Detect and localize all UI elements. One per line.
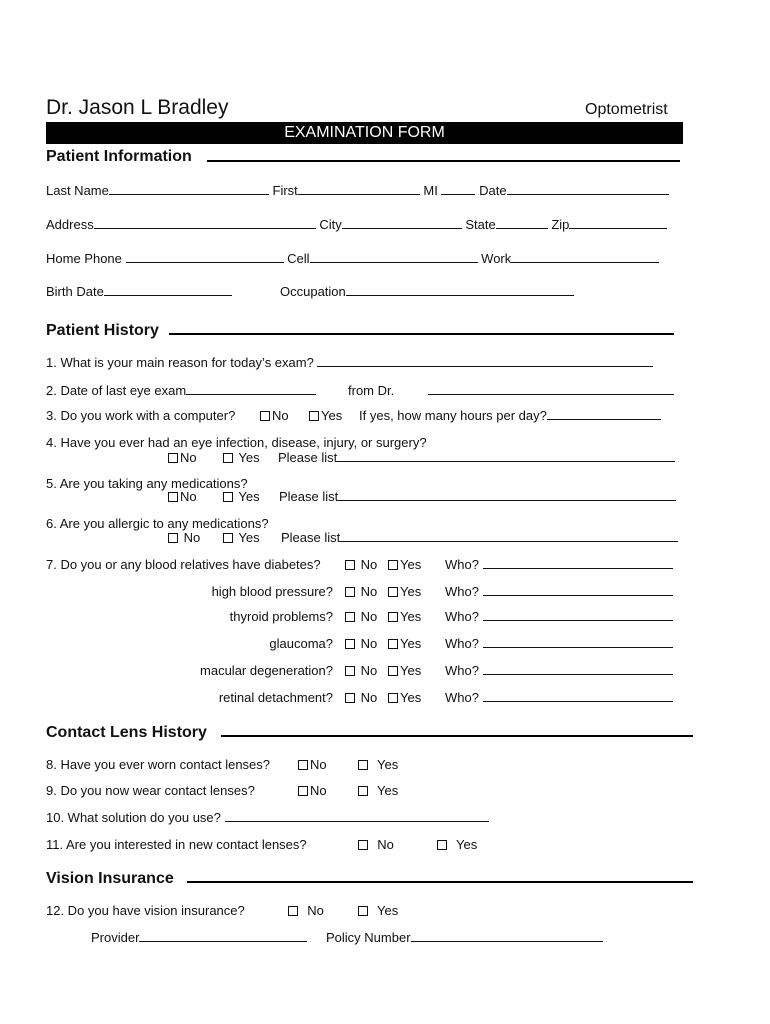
q10-label: 10. What solution do you use? bbox=[46, 810, 221, 825]
q9-no-label: No bbox=[310, 783, 327, 798]
cell-label: Cell bbox=[287, 251, 310, 266]
thyroid-yes-label: Yes bbox=[400, 609, 422, 624]
q5-yes-label: Yes bbox=[238, 489, 260, 504]
retinal-who-field[interactable] bbox=[483, 690, 673, 702]
glaucoma-no-label: No bbox=[360, 636, 378, 651]
birth-date-label: Birth Date bbox=[46, 284, 104, 299]
q4-yes-checkbox[interactable] bbox=[223, 453, 233, 463]
condition-macular-degeneration: macular degeneration? bbox=[200, 663, 333, 678]
condition-retinal-detachment: retinal detachment? bbox=[218, 690, 333, 705]
thyroid-no-label: No bbox=[360, 609, 378, 624]
section-contact-lens-history: Contact Lens History bbox=[46, 724, 207, 741]
q5-no-label: No bbox=[180, 489, 197, 504]
q4-yes-label: Yes bbox=[238, 450, 260, 465]
glaucoma-yes-label: Yes bbox=[400, 636, 422, 651]
q9-label: 9. Do you now wear contact lenses? bbox=[46, 783, 255, 798]
q5-no-checkbox[interactable] bbox=[168, 492, 178, 502]
macular-no-label: No bbox=[360, 663, 378, 678]
condition-thyroid: thyroid problems? bbox=[229, 609, 333, 624]
section-vision-insurance: Vision Insurance bbox=[46, 870, 174, 887]
q2-from-label: from Dr. bbox=[348, 383, 395, 398]
q3-no-label: No bbox=[272, 408, 289, 423]
hbp-yes-checkbox[interactable] bbox=[388, 587, 398, 597]
thyroid-no-checkbox[interactable] bbox=[345, 612, 355, 622]
cell-field[interactable] bbox=[310, 251, 478, 263]
q3-yes-checkbox[interactable] bbox=[309, 411, 319, 421]
q5-label: 5. Are you taking any medications? bbox=[46, 476, 248, 491]
q9-yes-checkbox[interactable] bbox=[358, 786, 368, 796]
q2-label: 2. Date of last eye exam bbox=[46, 383, 187, 398]
first-name-field[interactable] bbox=[298, 183, 420, 195]
q11-no-checkbox[interactable] bbox=[358, 840, 368, 850]
q8-yes-checkbox[interactable] bbox=[358, 760, 368, 770]
hbp-no-checkbox[interactable] bbox=[345, 587, 355, 597]
q8-yes-label: Yes bbox=[377, 757, 399, 772]
q6-no-label: No bbox=[183, 530, 201, 545]
retinal-who-label: Who? bbox=[445, 690, 479, 705]
work-field[interactable] bbox=[511, 251, 659, 263]
q8-label: 8. Have you ever worn contact lenses? bbox=[46, 757, 271, 772]
last-name-field[interactable] bbox=[109, 183, 269, 195]
macular-yes-checkbox[interactable] bbox=[388, 666, 398, 676]
home-phone-field[interactable] bbox=[126, 251, 284, 263]
policy-number-field[interactable] bbox=[411, 930, 603, 942]
hbp-yes-label: Yes bbox=[400, 584, 422, 599]
section-divider bbox=[187, 881, 693, 883]
q3-hours-label: If yes, how many hours per day? bbox=[359, 408, 547, 423]
q12-no-label: No bbox=[307, 903, 324, 918]
q5-please-list-label: Please list bbox=[279, 489, 339, 504]
q6-list-field[interactable] bbox=[340, 530, 678, 542]
q12-yes-label: Yes bbox=[377, 903, 399, 918]
q10-field[interactable] bbox=[225, 810, 489, 822]
date-field[interactable] bbox=[507, 183, 669, 195]
q12-no-checkbox[interactable] bbox=[288, 906, 298, 916]
diabetes-who-field[interactable] bbox=[483, 557, 673, 569]
q4-please-list-label: Please list bbox=[278, 450, 338, 465]
thyroid-who-field[interactable] bbox=[483, 609, 673, 621]
retinal-yes-label: Yes bbox=[400, 690, 422, 705]
last-name-label: Last Name bbox=[46, 183, 109, 198]
q3-label: 3. Do you work with a computer? bbox=[46, 408, 236, 423]
city-field[interactable] bbox=[342, 217, 462, 229]
provider-field[interactable] bbox=[139, 930, 307, 942]
retinal-yes-checkbox[interactable] bbox=[388, 693, 398, 703]
macular-who-field[interactable] bbox=[483, 663, 673, 675]
q9-no-checkbox[interactable] bbox=[298, 786, 308, 796]
date-label: Date bbox=[479, 183, 507, 198]
condition-glaucoma: glaucoma? bbox=[269, 636, 333, 651]
section-patient-information: Patient Information bbox=[46, 148, 192, 165]
birth-date-field[interactable] bbox=[104, 284, 232, 296]
q11-yes-label: Yes bbox=[456, 837, 478, 852]
retinal-no-label: No bbox=[360, 690, 378, 705]
zip-field[interactable] bbox=[569, 217, 667, 229]
q12-label: 12. Do you have vision insurance? bbox=[46, 903, 245, 918]
q12-yes-checkbox[interactable] bbox=[358, 906, 368, 916]
thyroid-who-label: Who? bbox=[445, 609, 479, 624]
q3-no-checkbox[interactable] bbox=[260, 411, 270, 421]
first-name-label: First bbox=[272, 183, 298, 198]
diabetes-no-label: No bbox=[360, 557, 378, 572]
provider-label: Provider bbox=[91, 930, 140, 945]
work-label: Work bbox=[481, 251, 512, 266]
q4-list-field[interactable] bbox=[337, 450, 675, 462]
address-label: Address bbox=[46, 217, 94, 232]
q4-no-label: No bbox=[180, 450, 197, 465]
section-patient-history: Patient History bbox=[46, 322, 159, 339]
retinal-no-checkbox[interactable] bbox=[345, 693, 355, 703]
glaucoma-who-field[interactable] bbox=[483, 636, 673, 648]
q7-label: 7. Do you or any blood relatives have diabetes? bbox=[46, 557, 321, 572]
profession-label: Optometrist bbox=[585, 101, 668, 118]
mi-label: MI bbox=[423, 183, 438, 198]
diabetes-who-label: Who? bbox=[445, 557, 479, 572]
glaucoma-who-label: Who? bbox=[445, 636, 479, 651]
q4-no-checkbox[interactable] bbox=[168, 453, 178, 463]
form-title: EXAMINATION FORM bbox=[284, 124, 445, 141]
zip-label: Zip bbox=[551, 217, 570, 232]
state-field[interactable] bbox=[496, 217, 548, 229]
q6-please-list-label: Please list bbox=[281, 530, 341, 545]
q4-label: 4. Have you ever had an eye infection, disease, injury, or surgery? bbox=[46, 435, 427, 450]
doctor-name: Dr. Jason L Bradley bbox=[46, 96, 229, 119]
q8-no-label: No bbox=[310, 757, 327, 772]
hbp-who-field[interactable] bbox=[483, 584, 673, 596]
section-divider bbox=[207, 160, 680, 162]
q1-label: 1. What is your main reason for today’s exam? bbox=[46, 355, 314, 370]
q8-no-checkbox[interactable] bbox=[298, 760, 308, 770]
macular-yes-label: Yes bbox=[400, 663, 422, 678]
section-divider bbox=[169, 333, 674, 335]
home-phone-label: Home Phone bbox=[46, 251, 122, 266]
q5-list-field[interactable] bbox=[338, 489, 676, 501]
diabetes-no-checkbox[interactable] bbox=[345, 560, 355, 570]
glaucoma-no-checkbox[interactable] bbox=[345, 639, 355, 649]
q9-yes-label: Yes bbox=[377, 783, 399, 798]
q11-yes-checkbox[interactable] bbox=[437, 840, 447, 850]
condition-high-blood-pressure: high blood pressure? bbox=[211, 584, 333, 599]
q5-yes-checkbox[interactable] bbox=[223, 492, 233, 502]
q6-label: 6. Are you allergic to any medications? bbox=[46, 516, 269, 531]
q3-hours-field[interactable] bbox=[547, 408, 661, 420]
hbp-who-label: Who? bbox=[445, 584, 479, 599]
occupation-field[interactable] bbox=[346, 284, 574, 296]
mi-field[interactable] bbox=[441, 183, 475, 195]
q6-yes-label: Yes bbox=[238, 530, 260, 545]
diabetes-yes-label: Yes bbox=[400, 557, 422, 572]
macular-who-label: Who? bbox=[445, 663, 479, 678]
diabetes-yes-checkbox[interactable] bbox=[388, 560, 398, 570]
q2-date-field[interactable] bbox=[186, 383, 316, 395]
q2-doctor-field[interactable] bbox=[428, 383, 674, 395]
state-label: State bbox=[465, 217, 496, 232]
occupation-label: Occupation bbox=[280, 284, 346, 299]
policy-number-label: Policy Number bbox=[326, 930, 411, 945]
q11-label: 11. Are you interested in new contact lenses? bbox=[46, 837, 307, 852]
q6-no-checkbox[interactable] bbox=[168, 533, 178, 543]
address-field[interactable] bbox=[94, 217, 316, 229]
section-divider bbox=[221, 735, 693, 737]
thyroid-yes-checkbox[interactable] bbox=[388, 612, 398, 622]
q11-no-label: No bbox=[377, 837, 394, 852]
city-label: City bbox=[319, 217, 342, 232]
hbp-no-label: No bbox=[360, 584, 378, 599]
glaucoma-yes-checkbox[interactable] bbox=[388, 639, 398, 649]
q6-yes-checkbox[interactable] bbox=[223, 533, 233, 543]
macular-no-checkbox[interactable] bbox=[345, 666, 355, 676]
q1-field[interactable] bbox=[317, 355, 653, 367]
q3-yes-label: Yes bbox=[321, 408, 343, 423]
